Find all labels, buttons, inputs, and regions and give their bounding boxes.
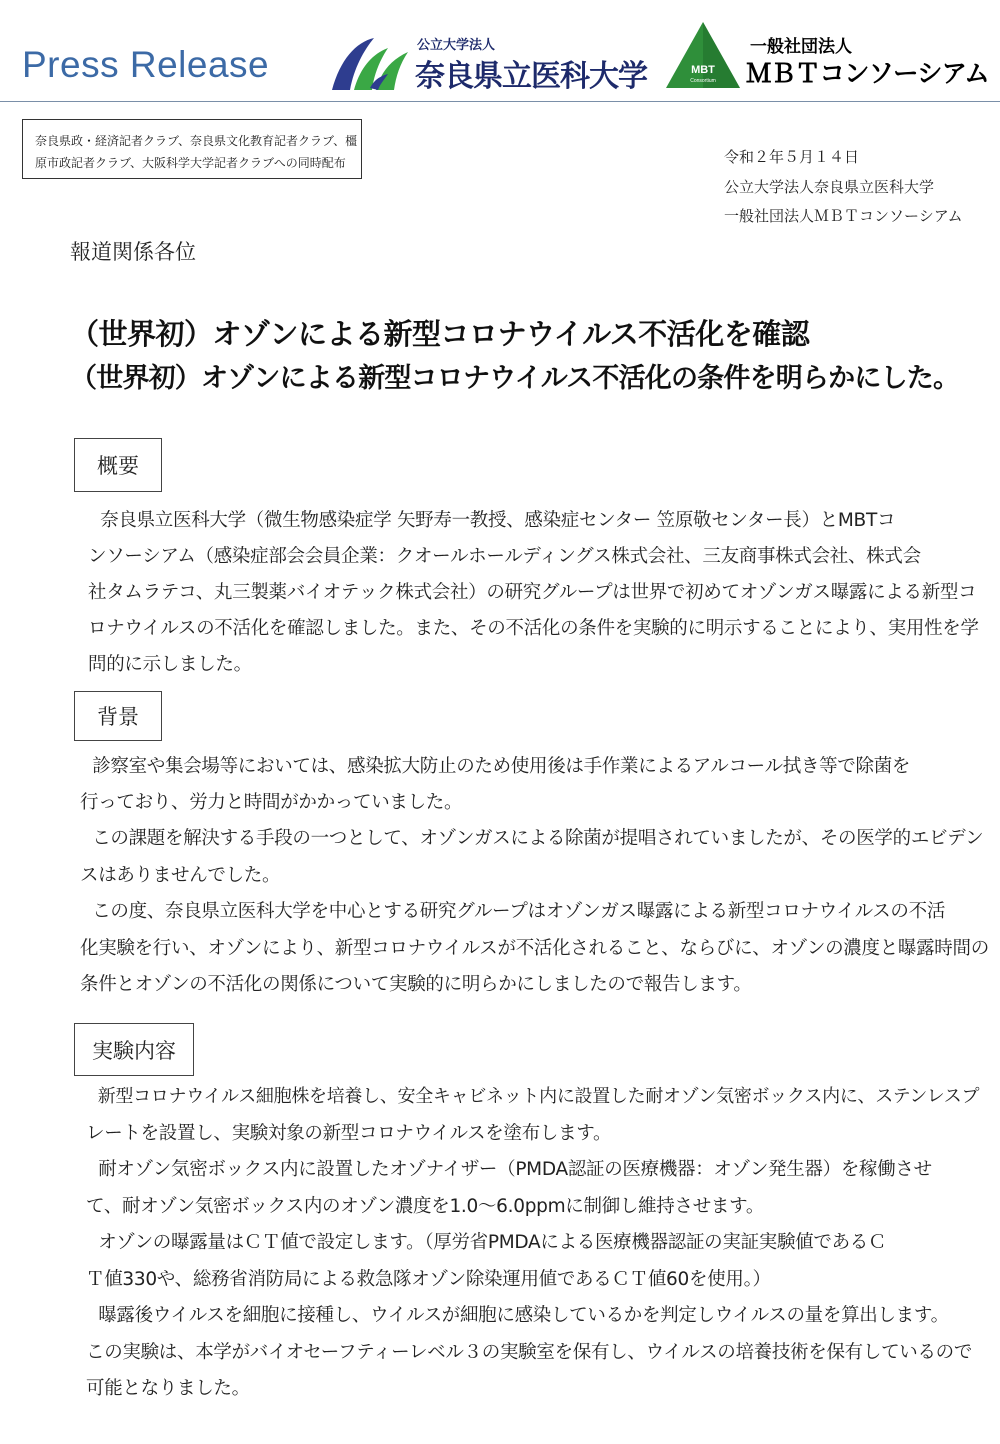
distribution-line: 奈良県政・経済記者クラブ、奈良県文化教育記者クラブ、橿 <box>35 134 358 148</box>
background-line: 行っており、労力と時間がかかっていました。 <box>80 792 463 813</box>
release-date: 令和２年５月１４日 <box>724 148 860 166</box>
experiment-line: 耐オゾン気密ボックス内に設置したオゾナイザー（PMDA認証の医療機器：オゾン発生器）を稼働させ <box>80 1159 932 1180</box>
svg-text:Consortium: Consortium <box>690 78 716 84</box>
experiment-line: 曝露後ウイルスを細胞に接種し、ウイルスが細胞に感染しているかを判定しウイルスの量を算出します。 <box>80 1305 949 1326</box>
section-heading-experiment: 実験内容 <box>74 1023 194 1076</box>
svg-text:MBT: MBT <box>691 64 715 76</box>
university-name: 奈良県立医科大学 <box>415 59 647 94</box>
university-kicker: 公立大学法人 <box>417 38 496 53</box>
overview-line: 奈良県立医科大学（微生物感染症学 矢野寿一教授、感染症センター 笠原敬センター長）とMBTコ <box>82 510 896 531</box>
consortium-kicker: 一般社団法人 <box>750 37 852 57</box>
issuer-consortium: 一般社団法人ＭＢＴコンソーシアム <box>724 207 963 225</box>
background-line: スはありませんでした。 <box>80 865 281 886</box>
background-line: 化実験を行い、オゾンにより、新型コロナウイルスが不活化されること、ならびに、オゾンの濃度と曝露時間の <box>80 938 989 959</box>
overview-line: 社タムラテコ、丸三製薬バイオテック株式会社）の研究グループは世界で初めてオゾンガス曝露による新型コ <box>88 582 977 603</box>
background-line: 条件とオゾンの不活化の関係について実験的に明らかにしましたので報告します。 <box>80 974 752 995</box>
consortium-name: ＭＢＴコンソーシアム <box>746 59 989 89</box>
section-heading-background: 背景 <box>74 691 162 741</box>
issuer-university: 公立大学法人奈良県立医科大学 <box>724 178 935 196</box>
experiment-line: Ｔ値330や、総務省消防局による救急隊オゾン除染運用値であるＣＴ値60を使用。） <box>86 1269 771 1290</box>
headline-title: （世界初）オゾンによる新型コロナウイルス不活化を確認 <box>70 317 810 351</box>
overview-line: ロナウイルスの不活化を確認しました。また、その不活化の条件を実験的に明示することにより、実用性を学 <box>88 618 979 639</box>
mbt-consortium-logo-icon <box>664 20 742 90</box>
headline-subtitle: （世界初）オゾンによる新型コロナウイルス不活化の条件を明らかにした。 <box>70 363 960 394</box>
overview-line: 問的に示しました。 <box>88 654 252 675</box>
experiment-line: 可能となりました。 <box>86 1378 250 1399</box>
press-release-title: Press Release <box>22 44 270 85</box>
experiment-line: この実験は、本学がバイオセーフティーレベル３の実験室を保有し、ウイルスの培養技術を保有しているので <box>86 1342 973 1363</box>
experiment-line: て、耐オゾン気密ボックス内のオゾン濃度を1.0～6.0ppmに制御し維持させます。 <box>86 1196 765 1217</box>
distribution-line: 原市政記者クラブ、大阪科学大学記者クラブへの同時配布 <box>35 156 346 170</box>
background-line: この課題を解決する手段の一つとして、オゾンガスによる除菌が提唱されていましたが、その医学的エビデン <box>74 828 984 849</box>
header-divider <box>0 101 1000 102</box>
salutation: 報道関係各位 <box>70 240 196 264</box>
background-line: 診察室や集会場等においては、感染拡大防止のため使用後は手作業によるアルコール拭き等で除菌を <box>74 756 911 777</box>
experiment-line: 新型コロナウイルス細胞株を培養し、安全キャビネット内に設置した耐オゾン気密ボックス内に、ステンレスプ <box>80 1086 980 1107</box>
nara-medical-university-logo-icon <box>330 30 412 92</box>
section-heading-overview: 概要 <box>74 438 162 492</box>
distribution-notice <box>22 119 362 179</box>
overview-line: ンソーシアム（感染症部会会員企業：クオールホールディングス株式会社、三友商事株式会社、株式会 <box>88 546 921 567</box>
experiment-line: レートを設置し、実験対象の新型コロナウイルスを塗布します。 <box>86 1123 612 1144</box>
experiment-line: オゾンの曝露量はＣＴ値で設定します。（厚労省PMDAによる医療機器認証の実証実験値であるＣ <box>80 1232 887 1253</box>
background-line: この度、奈良県立医科大学を中心とする研究グループはオゾンガス曝露による新型コロナウイルスの不活 <box>74 901 946 922</box>
